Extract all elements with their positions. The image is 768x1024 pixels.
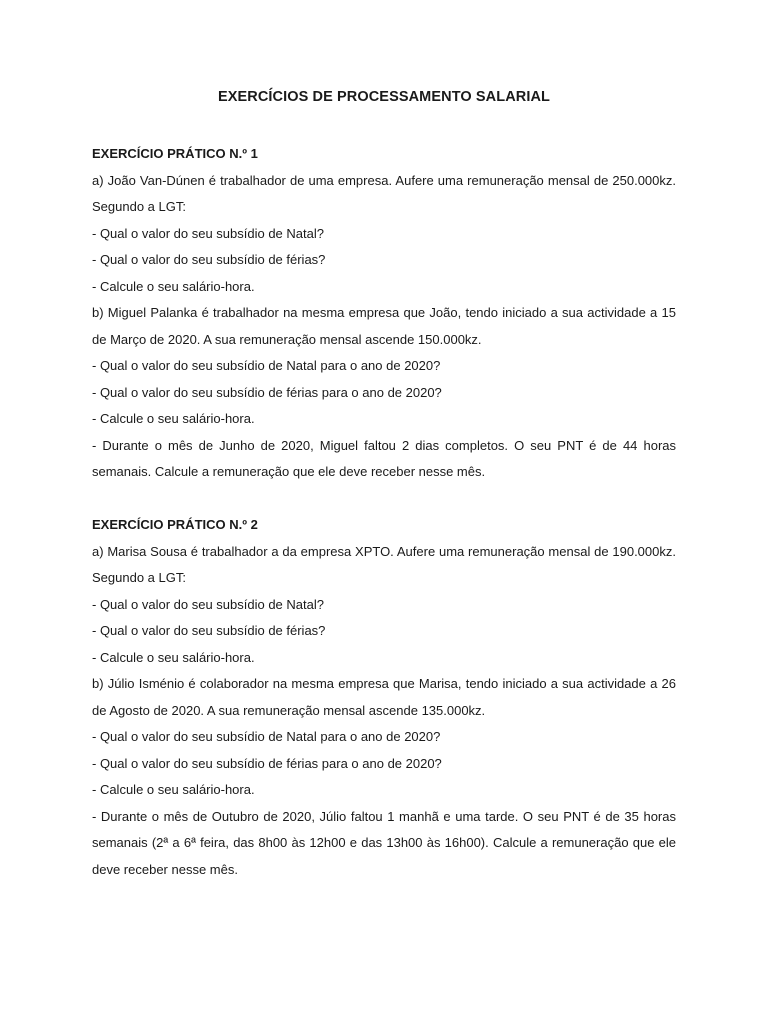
exercise-1-part-b-final: - Durante o mês de Junho de 2020, Miguel faltou 2 dias completos. O seu PNT é de 44 horas semanais. Calcule a remuneração que ele deve receber nesse mês. <box>92 437 676 479</box>
document-title: EXERCÍCIOS DE PROCESSAMENTO SALARIAL <box>217 89 551 105</box>
exercise-2-part-b: b) Júlio Isménio é colaborador na mesma empresa que Marisa, tendo iniciado a sua actividade a 26 de Agosto de 2020. A sua remuneração mensal ascende 135.000kz. <box>92 676 676 718</box>
exercise-1-part-b-question-2: - Qual o valor do seu subsídio de férias para o ano de 2020? <box>92 384 442 400</box>
exercise-1-heading: EXERCÍCIO PRÁTICO N.º 1 <box>92 146 258 161</box>
exercise-1-part-b-question-1: - Qual o valor do seu subsídio de Natal para o ano de 2020? <box>92 358 441 373</box>
exercise-1-part-b-question-3: - Calcule o seu salário-hora. <box>92 411 255 426</box>
exercise-2-part-a-question-3: - Calcule o seu salário-hora. <box>92 649 255 665</box>
exercise-2-part-a: a) Marisa Sousa é trabalhador a da empresa XPTO. Aufere uma remuneração mensal de 190.000kz. Segundo a LGT: <box>92 543 676 585</box>
exercise-2-heading: EXERCÍCIO PRÁTICO N.º 2 <box>92 517 258 532</box>
exercise-2-part-b-final: - Durante o mês de Outubro de 2020, Júlio faltou 1 manhã e uma tarde. O seu PNT é de 35 horas semanais (2ª a 6ª feira, das 8h00 às 12h00 e das 13h00 às 16h00). Calcule a remuneração que ele deve receber nesse mês. <box>92 808 676 877</box>
exercise-1-part-b: b) Miguel Palanka é trabalhador na mesma empresa que João, tendo iniciado a sua actividade a 15 de Março de 2020. A sua remuneração mensal ascende 150.000kz. <box>92 305 676 347</box>
exercise-2-part-a-question-1: - Qual o valor do seu subsídio de Natal? <box>92 596 324 612</box>
exercise-1-part-a-question-2: - Qual o valor do seu subsídio de férias? <box>92 252 326 267</box>
exercise-2-part-b-question-1: - Qual o valor do seu subsídio de Natal para o ano de 2020? <box>92 729 441 744</box>
exercise-1 <box>92 141 676 486</box>
exercise-2-part-b-question-3: - Calcule o seu salário-hora. <box>92 782 255 797</box>
exercise-2-part-b-question-2: - Qual o valor do seu subsídio de férias para o ano de 2020? <box>92 755 442 771</box>
exercise-2 <box>92 512 676 883</box>
document-page <box>92 84 676 883</box>
exercise-1-part-a: a) João Van-Dúnen é trabalhador de uma empresa. Aufere uma remuneração mensal de 250.000kz. Segundo a LGT: <box>92 172 676 214</box>
exercise-1-part-a-question-3: - Calcule o seu salário-hora. <box>92 278 255 294</box>
exercise-1-part-a-question-1: - Qual o valor do seu subsídio de Natal? <box>92 225 324 241</box>
exercise-2-part-a-question-2: - Qual o valor do seu subsídio de férias? <box>92 623 326 638</box>
